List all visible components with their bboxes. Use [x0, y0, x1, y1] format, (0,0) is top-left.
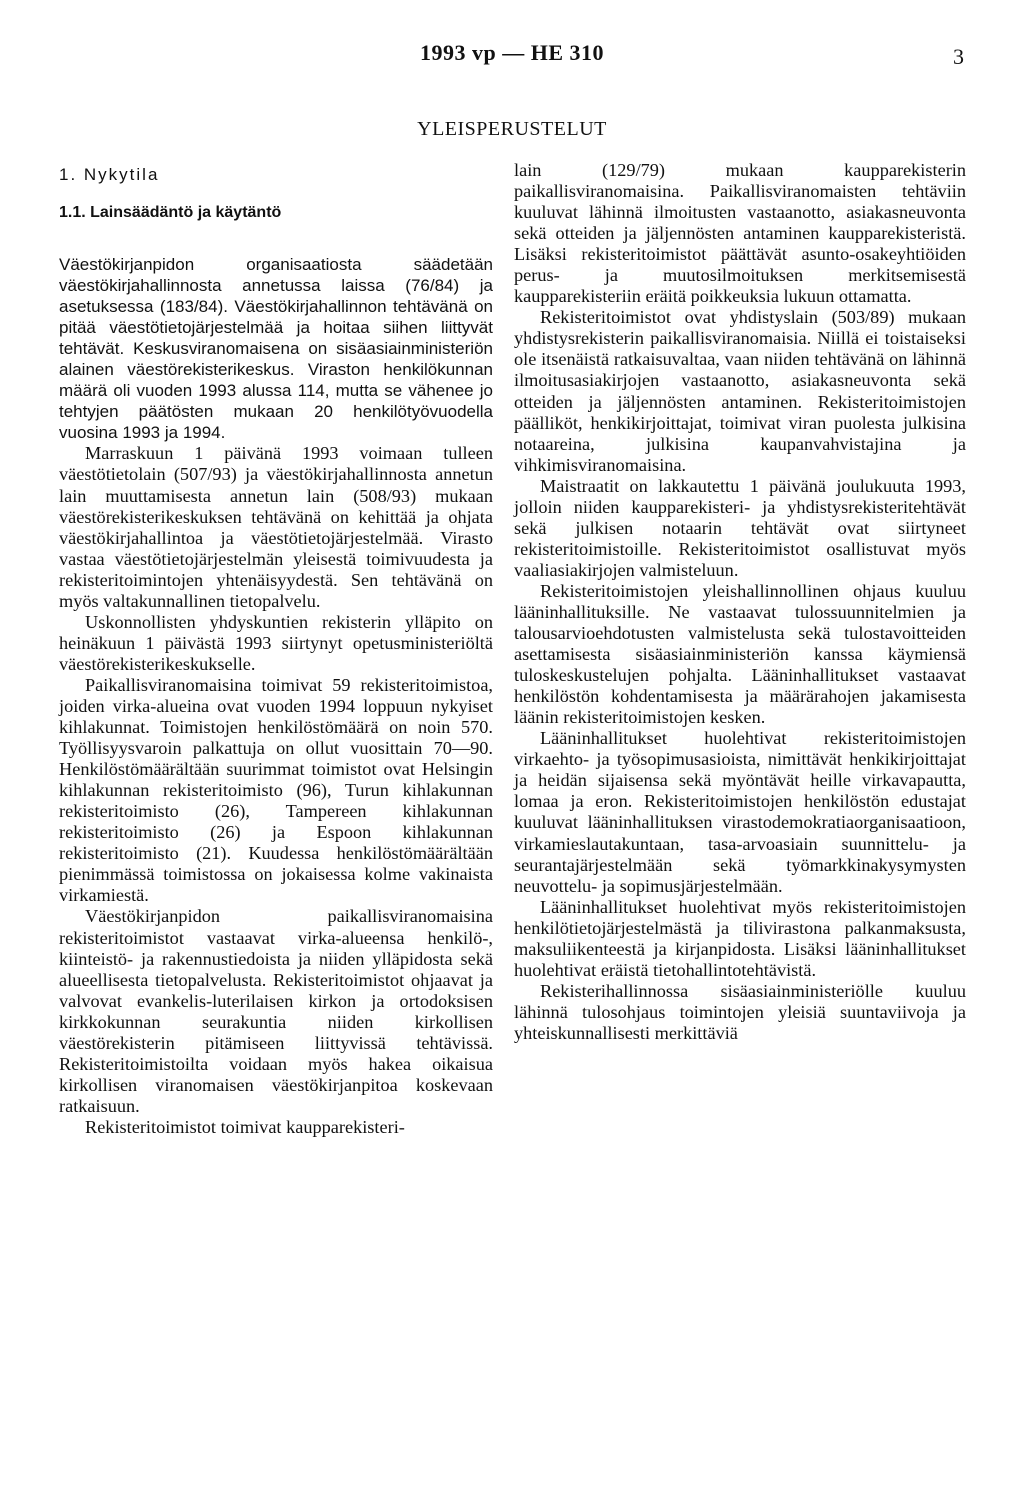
right-column	[514, 160, 966, 1044]
paragraph: Lääninhallitukset huolehtivat myös rekisteritoimistojen henkilötietojärjestelmästä ja tilivirastona palkanmaksusta, maksuliikenteestä ja kirjanpidosta. Lisäksi lääninhallitukset huolehtivat eräistä tietohallintotehtävistä.	[514, 896, 966, 980]
paragraph: Rekisteritoimistot toimivat kaupparekisteri-	[85, 1116, 405, 1137]
paragraph: Marraskuun 1 päivänä 1993 voimaan tulleen väestötietolain (507/93) ja väestökirjahallinnosta annetun lain muuttamisesta annetun lain (508/93) mukaan väestörekisterikeskuksen tehtävänä on kehittää ja ohjata väestökirjahallintoa ja väestötietojärjestelmää. Virasto vastaa väestötietojärjestelmän yleisestä toimivuudesta ja rekisteritoimintojen yhtenäisyydestä. Sen tehtävänä on myös valtakunnallinen tietopalvelu.	[59, 443, 493, 611]
paragraph: Väestökirjanpidon paikallisviranomaisina rekisteritoimistot vastaavat virka-alueensa henkilö-, kiinteistö- ja rakennustiedoista ja niiden ylläpidosta sekä alueellisesta tietopalvelusta. Rekisteritoimistot ohjaavat ja valvovat evankelis-luterilaisen kirkon ja ortodoksisen kirkkokunnan seurakuntia niiden kirkollisen väestörekisterin pitämiseen liittyvissä tehtävissä. Rekisteritoimistoilta voidaan myös hakea oikaisua kirkollisen viranomaisen väestökirjanpitoa koskevaan ratkaisuun.	[59, 906, 493, 1116]
page-header	[0, 40, 1024, 80]
paragraph: Rekisteritoimistot ovat yhdistyslain (503/89) mukaan yhdistysrekisterin paikallisviranomaisia. Niillä ei toistaiseksi ole itsenäistä ratkaisuvaltaa, vaan niiden tehtävänä on lähinnä ilmoitusasiakirjojen vastaanotto, asiakasneuvonta sekä otteiden ja jäljennösten antaminen. Rekisteritoimistojen päälliköt, henkikirjoittajat, toimivat viran puolesta julkisina notaareina, julkisina kaupanvahvistajina ja vihkimisviranomaisina.	[514, 307, 966, 475]
paragraph: Uskonnollisten yhdyskuntien rekisterin ylläpito on heinäkuun 1 päivästä 1993 siirtynyt opetusministeriöltä väestörekisterikeskukselle.	[59, 611, 493, 674]
paragraph: Lääninhallitukset huolehtivat rekisteritoimistojen virkaehto- ja työsopimusasioista, nimittävät henkikirjoittajat ja heidän sijaisensa sekä myöntävät heille virkavapautta, lomaa ja eron. Rekisteritoimistojen henkilöstön edustajat kuuluvat lääninhallituksen virastodemokratiaorganisaatioon, virkamieslautakuntaan, tasa-arvoasiain suunnittelu- ja seurantajärjestelmään sekä työmarkkinakysymysten neuvottelu- ja sopimusjärjestelmään.	[514, 728, 966, 896]
page-number: 3	[953, 44, 964, 69]
paragraph: Paikallisviranomaisina toimivat 59 rekisteritoimistoa, joiden virka-alueina ovat vuoden 1994 loppuun nykyiset kihlakunnat. Toimistojen henkilöstömäärä on noin 570. Työllisyysvaroin palkattuja on ollut vuosittain 70—90. Henkilöstömäärältään suurimmat toimistot ovat Helsingin kihlakunnan rekisteritoimisto (96), Turun kihlakunnan rekisteritoimisto (26), Tampereen kihlakunnan rekisteritoimisto (26) ja Espoon kihlakunnan rekisteritoimisto (21). Kuudessa henkilöstömäärältään pienimmässä toimistossa on jokaisessa kolme vakinaista virkamiestä.	[59, 674, 493, 906]
heading-nykytila: 1. Nykytila	[59, 165, 160, 184]
paragraph: Rekisteritoimistojen yleishallinnollinen ohjaus kuuluu lääninhallituksille. Ne vastaavat tulossuunnitelmien ja talousarvioehdotusten valmistelusta sekä tulostavoitteiden asettamisesta sisäasiainministeriön kanssa käymiensä tuloskeskustelujen pohjalta. Lääninhallitukset vastaavat henkilöstön kohdentamisesta ja määrärahojen jakamisesta läänin rekisteritoimistojen kesken.	[514, 580, 966, 728]
heading-lainsaadanto: 1.1. Lainsäädäntö ja käytäntö	[59, 204, 282, 221]
left-column	[59, 160, 493, 1138]
paragraph: Maistraatit on lakkautettu 1 päivänä joulukuuta 1993, jolloin niiden kaupparekisteri- ja yhdistysrekisteritehtävät sekä julkisen notaarin tehtävät ovat siirtyneet rekisteritoimistoille. Rekisteritoimistot osallistuvat myös vaaliasiakirjojen valmisteluun.	[514, 475, 966, 580]
running-title: 1993 vp — HE 310	[419, 40, 605, 65]
paragraph: Rekisterihallinnossa sisäasiainministeriölle kuuluu lähinnä tulosohjaus toimintojen yleisiä suuntaviivoja ja yhteiskunnallisesti merkittäviä	[514, 980, 966, 1043]
paragraph: lain (129/79) mukaan kaupparekisterin paikallisviranomaisina. Paikallisviranomaisten tehtäviin kuuluvat lähinnä ilmoitusten vastaanotto, asiakasneuvonta sekä otteiden ja jäljennösten antaminen kaupparekisteristä. Lisäksi rekisteritoimistot päättävät asunto-osakeyhtiöiden perus- ja muutosilmoituksen merkitsemisestä kaupparekisteriin eräitä poikkeuksia lukuun ottamatta.	[514, 160, 966, 307]
section-title: YLEISPERUSTELUT	[417, 118, 607, 140]
paragraph: Väestökirjanpidon organisaatiosta säädetään väestökirjahallinnosta annetussa laissa (76/84) ja asetuksessa (183/84). Väestökirjahallinnon tehtävänä on pitää väestötietojärjestelmää ja hoitaa siihen liittyvät tehtävät. Keskusviranomaisena on sisäasiainministeriön alainen väestörekisterikeskus. Viraston henkilökunnan määrä oli vuoden 1993 alussa 114, mutta se vähenee jo tehtyjen päätösten mukaan 20 henkilötyövuodella vuosina 1993 ja 1994.	[59, 255, 493, 443]
